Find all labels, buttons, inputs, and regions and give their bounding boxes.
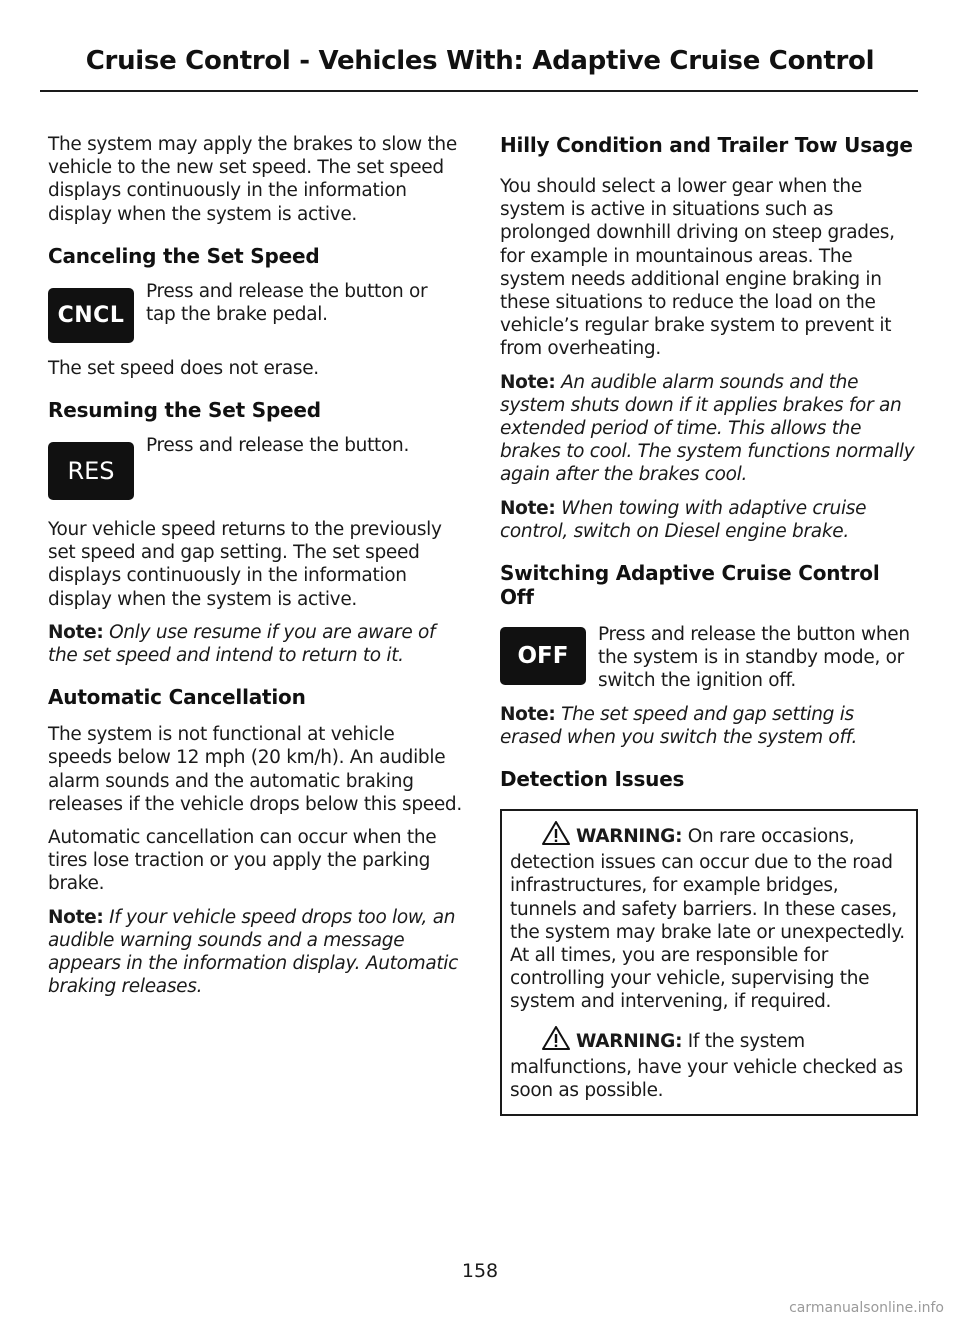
- cncl-button-icon: CNCL: [48, 288, 134, 343]
- warning-label: WARNING:: [576, 1030, 683, 1052]
- resume-row: [48, 434, 462, 500]
- note-label: Note:: [500, 497, 556, 519]
- hilly-note1: [500, 371, 918, 487]
- res-button-icon: RES: [48, 442, 134, 500]
- warning-label: WARNING:: [576, 826, 683, 848]
- note-label: Note:: [500, 371, 556, 393]
- left-column: [48, 133, 462, 1008]
- cancel-heading: Canceling the Set Speed: [48, 243, 320, 268]
- note-text: An audible alarm sounds and the system shuts down if it applies brakes for an extended period of time. This allows the brakes to cool. The system functions normally again after the brakes cool.: [500, 371, 915, 486]
- resume-heading: Resuming the Set Speed: [48, 398, 321, 423]
- warning-1: [510, 821, 908, 1014]
- warning-text: On rare occasions, detection issues can occur due to the road infrastructures, for example bridges, tunnels and safety barriers. In these cases, the system may brake late or unexpectedly. At all times, you are responsible for controlling your vehicle, supervising the system and intervening, if required.: [510, 826, 905, 1013]
- page-title: Cruise Control - Vehicles With: Adaptive Cruise Control: [85, 46, 875, 76]
- note-text: The set speed and gap setting is erased when you switch the system off.: [500, 703, 858, 748]
- note-label: Note:: [48, 906, 104, 928]
- warning-box: [500, 809, 918, 1116]
- note-text: If your vehicle speed drops too low, an audible warning sounds and a message appears in the information display. Automatic braking releases.: [48, 906, 459, 998]
- resume-note: [48, 621, 462, 667]
- cancel-row: [48, 280, 462, 343]
- note-text: Only use resume if you are aware of the set speed and intend to return to it.: [48, 621, 436, 667]
- auto-cancel-para2: Automatic cancellation can occur when the tires lose traction or you apply the parking brake.: [48, 827, 437, 895]
- note-text: When towing with adaptive cruise control, switch on Diesel engine brake.: [500, 497, 867, 542]
- off-button-icon: OFF: [500, 627, 586, 685]
- off-note: [500, 703, 918, 749]
- resume-after-text: Your vehicle speed returns to the previously set speed and gap setting. The set speed displays continuously in the information display when the system is active.: [48, 519, 442, 610]
- auto-cancel-note: [48, 906, 462, 999]
- warning-2: [510, 1026, 908, 1103]
- off-instruction: Press and release the button when the system is in standby mode, or switch the ignition off.: [598, 624, 910, 692]
- detection-heading: Detection Issues: [500, 767, 685, 792]
- warning-text: If the system malfunctions, have your vehicle checked as soon as possible.: [510, 1030, 903, 1102]
- off-heading: Switching Adaptive Cruise Control Off: [500, 561, 880, 610]
- resume-instruction: Press and release the button.: [146, 435, 410, 457]
- title-rule: [40, 90, 918, 92]
- page-number: 158: [461, 1260, 499, 1282]
- auto-cancel-heading: Automatic Cancellation: [48, 685, 306, 710]
- warning-triangle-icon: [542, 1026, 570, 1056]
- off-row: [500, 623, 918, 693]
- hilly-note2: [500, 497, 918, 543]
- cancel-after-text: The set speed does not erase.: [48, 357, 319, 379]
- auto-cancel-para1: The system is not functional at vehicle speeds below 12 mph (20 km/h). An audible alarm sounds and the automatic braking releases if the vehicle drops below this speed.: [48, 724, 462, 815]
- intro-paragraph: The system may apply the brakes to slow the vehicle to the new set speed. The set speed displays continuously in the information display when the system is active.: [48, 134, 457, 225]
- hilly-paragraph: You should select a lower gear when the system is active in situations such as prolonged downhill driving on steep grades, for example in mountainous areas. The system needs additional engine braking in these situations to reduce the load on the vehicle’s regular brake system to prevent it from overheating.: [500, 176, 895, 360]
- hilly-heading: Hilly Condition and Trailer Tow Usage: [500, 133, 913, 157]
- note-label: Note:: [500, 703, 556, 725]
- right-column: [500, 133, 918, 1116]
- watermark: carmanualsonline.info: [789, 1300, 944, 1316]
- cancel-instruction: Press and release the button or tap the brake pedal.: [146, 280, 428, 326]
- warning-triangle-icon: [542, 821, 570, 851]
- note-label: Note:: [48, 621, 104, 643]
